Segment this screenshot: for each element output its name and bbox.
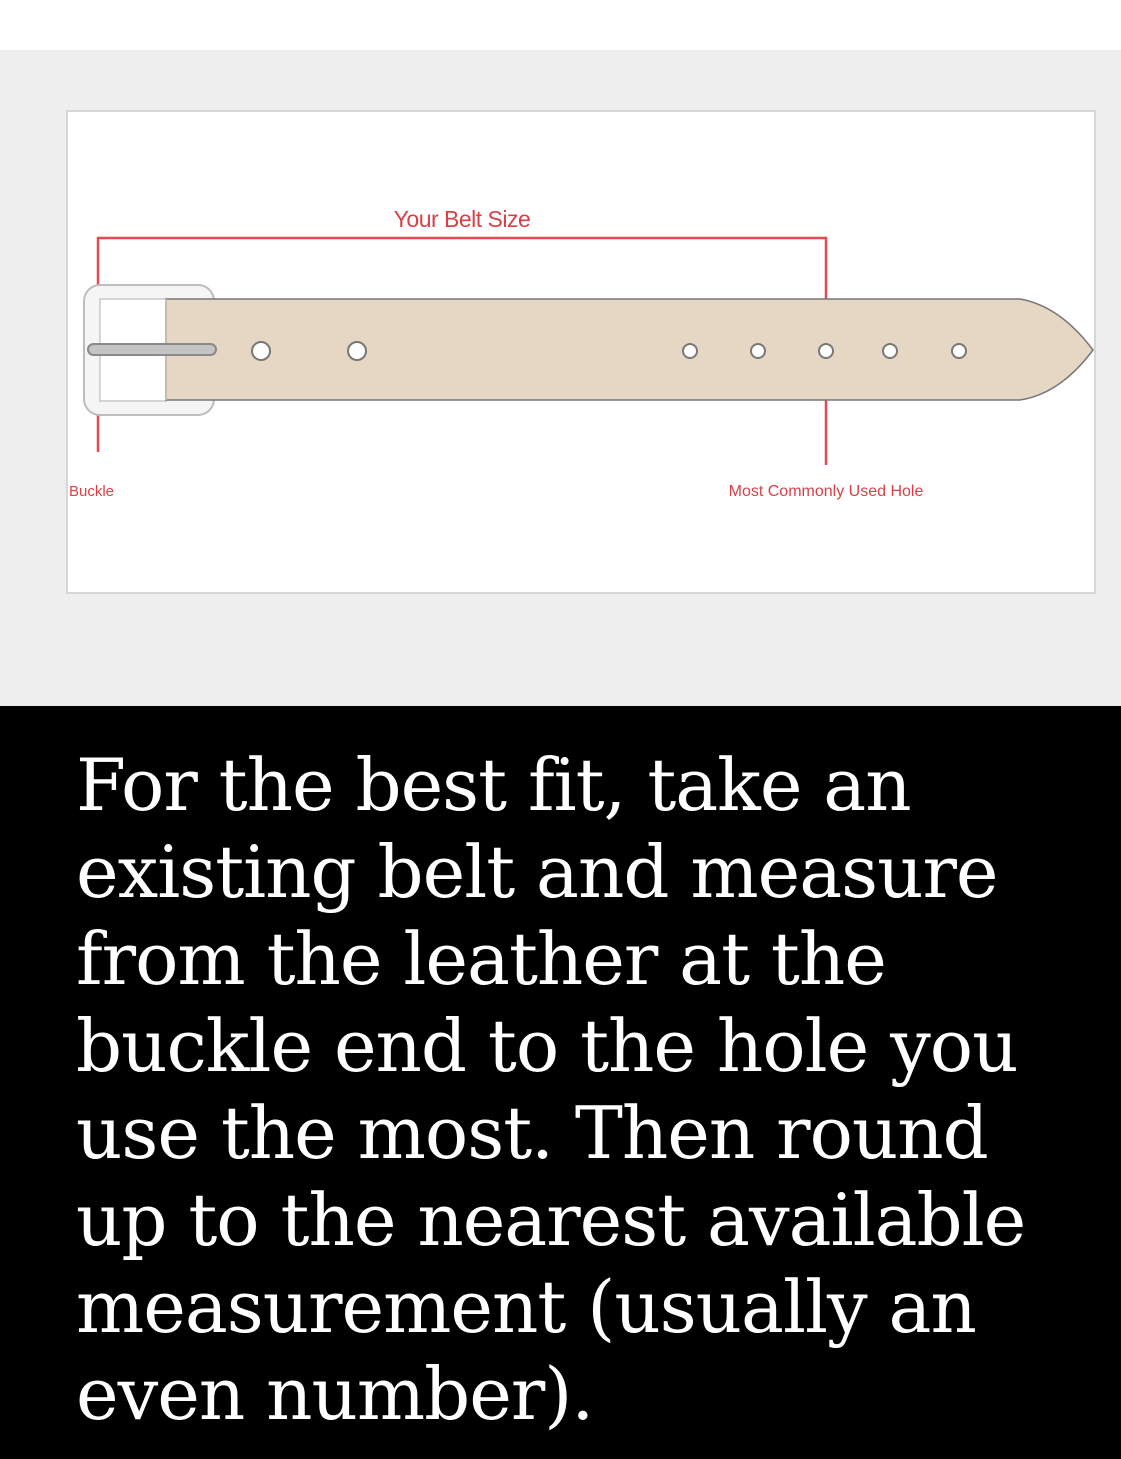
most-used-hole-label: Most Commonly Used Hole bbox=[728, 483, 924, 500]
caption-text: For the best fit, take an existing belt and measure from the leather at the buckle end to the hole you use the most. Then round up to the nearest available measurement (usually an even number). bbox=[76, 743, 1026, 1436]
belt-hole bbox=[348, 342, 366, 360]
belt-hole bbox=[683, 344, 697, 358]
buckle-label: Buckle bbox=[69, 483, 115, 500]
belt-hole bbox=[883, 344, 897, 358]
belt-hole-most-used bbox=[819, 344, 833, 358]
belt-size-label: Your Belt Size bbox=[393, 206, 531, 232]
belt-hole bbox=[952, 344, 966, 358]
buckle-prong bbox=[88, 344, 216, 355]
belt-diagram-svg bbox=[0, 0, 1121, 706]
belt-hole bbox=[252, 342, 270, 360]
belt-hole bbox=[751, 344, 765, 358]
